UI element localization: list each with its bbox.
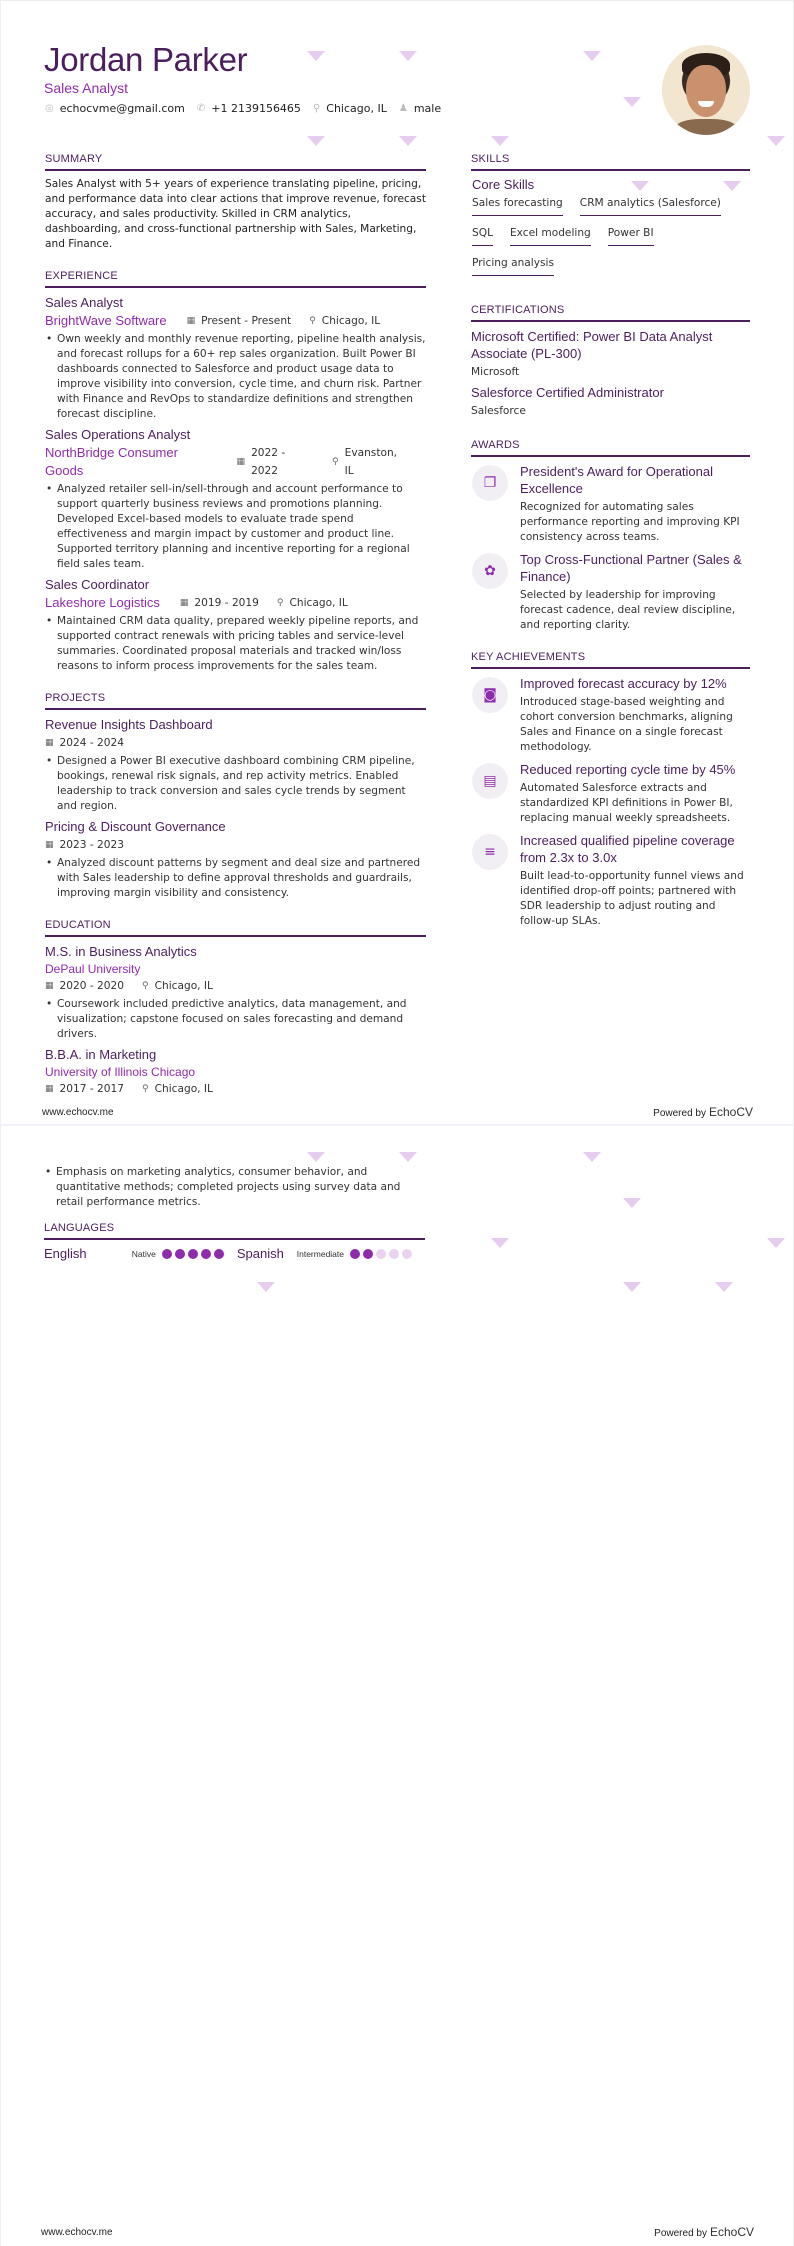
footer-powered-by: Powered by EchoCV [654,2225,754,2239]
calendar-icon: ▦ [179,598,189,608]
phone-value: +1 2139156465 [211,102,301,115]
footer-site-link[interactable]: www.echocv.me [42,1106,114,1118]
achievement-title: Increased qualified pipeline coverage from 2.3x to 3.0x [520,833,735,865]
page-footer [41,2225,754,2239]
calendar-icon: ▦ [45,981,54,991]
skill-tag: Excel modeling [510,226,591,246]
education-bullet: • Coursework included predictive analytics, data management, and visualization; capstone focused on sales forecasting and demand drivers. [45,997,426,1042]
languages-section [44,1222,425,1261]
location-icon: ⚲ [309,316,316,326]
person-icon: ♟ [398,103,408,114]
section-heading: CERTIFICATIONS [471,304,750,322]
project-title: Revenue Insights Dashboard [45,717,213,732]
right-column [471,153,750,947]
education-section [45,919,426,1098]
page-footer [42,1105,753,1119]
education-location: Chicago, IL [154,1083,213,1095]
page-2-left-column [44,1163,425,1279]
project-entry [45,818,426,901]
candidate-title: Sales Analyst [44,80,129,96]
summary-section [45,153,426,252]
school-name: DePaul University [45,962,141,976]
award-item [471,463,750,545]
skill-tag: Power BI [608,226,654,246]
section-heading: AWARDS [471,439,750,457]
job-location: Chicago, IL [321,315,381,327]
proficiency-dots [350,1249,415,1259]
experience-entry [45,426,426,572]
award-item [471,551,750,633]
skills-list [471,196,750,286]
decor-triangle [767,136,785,146]
clipboard-icon: ❐ [472,465,508,501]
achievements-section [471,651,750,929]
camera-icon: ◙ [472,677,508,713]
align-left-icon: ≡ [472,834,508,870]
achievement-title: Reduced reporting cycle time by 45% [520,762,736,777]
location-icon: ⚲ [142,981,149,991]
projects-section [45,692,426,901]
avatar [662,45,750,135]
experience-section [45,270,426,674]
section-heading: SKILLS [471,153,750,171]
company-name: NorthBridge Consumer Goods [45,445,178,478]
award-title: Top Cross-Functional Partner (Sales & Finance) [520,552,742,584]
language-name: English [44,1246,87,1261]
location-icon: ⚲ [276,598,284,608]
award-title: President's Award for Operational Excellence [520,464,714,496]
project-title: Pricing & Discount Governance [45,819,226,834]
decor-triangle [491,136,509,146]
decor-triangle [307,1152,325,1162]
section-heading: KEY ACHIEVEMENTS [471,651,750,669]
decor-triangle [257,1282,275,1292]
footer-powered-by: Powered by EchoCV [653,1105,753,1119]
certification-issuer: Microsoft [471,366,520,378]
certification-issuer: Salesforce [471,405,526,417]
education-entry [45,1046,426,1098]
decor-triangle [767,1238,785,1248]
at-icon: ◎ [45,103,54,114]
skill-tag: Pricing analysis [472,256,554,276]
experience-entry [45,576,426,674]
certifications-section [471,304,750,421]
achievement-description: Built lead-to-opportunity funnel views and identified drop-off points; partnered with SDR leadership to adjust routing and follow-up SLAs. [520,870,744,927]
certification-title: Salesforce Certified Administrator [471,385,664,400]
calendar-icon: ▦ [45,738,54,748]
section-heading: PROJECTS [45,692,426,710]
job-dates: 2019 - 2019 [194,597,259,609]
contact-list [45,102,453,115]
project-entry [45,716,426,814]
decor-triangle [715,1282,733,1292]
degree: B.B.A. in Marketing [45,1047,157,1062]
language-level: Native [131,1248,156,1259]
calendar-icon: ▦ [45,840,54,850]
location-icon: ⚲ [142,1084,149,1094]
contact-gender [399,102,441,115]
footer-brand[interactable]: EchoCV [708,1105,753,1119]
file-plus-icon: ▤ [472,763,508,799]
awards-section [471,439,750,633]
decor-triangle [623,1198,641,1208]
job-role: Sales Operations Analyst [45,427,191,442]
section-heading: EXPERIENCE [45,270,426,288]
company-name: BrightWave Software [45,313,167,328]
school-name: University of Illinois Chicago [45,1065,196,1079]
project-bullet: • Designed a Power BI executive dashboard combining CRM pipeline, bookings, renewal risk signals, and rep activity metrics. Enabled leadership to track conversion and sales cycle trends by segment and region. [45,754,426,814]
experience-entry [45,294,426,422]
language-name: Spanish [236,1246,284,1261]
decor-triangle [399,136,417,146]
job-bullet: • Analyzed retailer sell-in/sell-through and account performance to support quarterly business reviews and promotions planning. Developed Excel-based models to evaluate trade spend effectiveness and margin impact by customer and product line. Supported territory planning and incentive reporting for a regional field sales team. [45,482,426,572]
education-dates: 2020 - 2020 [59,980,124,992]
resume-page-2 [0,1124,794,2246]
degree: M.S. in Business Analytics [45,944,197,959]
job-location: Chicago, IL [289,597,348,609]
languages-list [44,1246,425,1261]
skill-tag: SQL [472,226,493,246]
location-icon: ⚲ [332,457,339,467]
achievement-description: Automated Salesforce extracts and standardized KPI definitions in Power BI, replacing manual weekly spreadsheets. [520,782,733,824]
project-dates: 2024 - 2024 [59,737,124,749]
decor-triangle [623,97,641,107]
contact-email[interactable] [45,102,185,115]
summary-text: Sales Analyst with 5+ years of experience translating pipeline, pricing, and performance data into clear actions that improve revenue, forecast accuracy, and sales productivity. Skilled in CRM analytics, dashboarding, and cross-functional partnership with Sales, Marketing, and Finance. [45,178,426,250]
decor-triangle [623,1282,641,1292]
decor-triangle [399,1152,417,1162]
decor-triangle [583,51,601,61]
left-column [45,153,426,1116]
decor-triangle [307,136,325,146]
job-role: Sales Coordinator [45,577,150,592]
company-name: Lakeshore Logistics [45,595,160,610]
achievement-title: Improved forecast accuracy by 12% [520,676,727,691]
calendar-icon: ▦ [186,316,196,326]
skills-section [471,153,750,286]
language-level: Intermediate [296,1248,344,1259]
achievement-item [471,675,750,755]
achievement-description: Introduced stage-based weighting and cohort conversion benchmarks, aligning Sales and Finance on a single forecast methodology. [520,696,733,753]
skills-group-title: Core Skills [472,177,535,192]
decor-triangle [307,51,325,61]
footer-site-link[interactable]: www.echocv.me [41,2226,113,2238]
decor-triangle [491,1238,509,1248]
section-heading: EDUCATION [45,919,426,937]
job-dates: 2022 - 2022 [251,447,286,477]
job-role: Sales Analyst [45,295,124,310]
education-location: Chicago, IL [154,980,213,992]
proficiency-dots [162,1249,227,1259]
skill-tag: CRM analytics (Salesforce) [580,196,721,216]
award-description: Selected by leadership for improving forecast cadence, deal review discipline, and reporting clarity. [520,589,736,631]
section-heading: LANGUAGES [44,1222,425,1240]
contact-location [313,102,387,115]
section-heading: SUMMARY [45,153,426,171]
job-location: Evanston, IL [344,447,398,477]
education-entry [45,943,426,1042]
award-description: Recognized for automating sales performance reporting and improving KPI consistency across teams. [520,501,740,543]
calendar-icon: ▦ [236,457,246,467]
phone-icon: ✆ [196,103,206,114]
job-bullet: • Maintained CRM data quality, prepared weekly pipeline reports, and supported contract renewals with pricing tables and service-level summaries. Coordinated proposal materials and tracked win/loss reasons to inform process improvements for the sales team. [45,614,426,674]
contact-phone[interactable] [197,102,301,115]
gender-value: male [413,102,442,115]
decor-triangle [399,51,417,61]
location-value: Chicago, IL [326,102,387,115]
achievement-item [471,832,750,929]
achievement-item [471,761,750,826]
decor-triangle [583,1152,601,1162]
education-dates: 2017 - 2017 [59,1083,124,1095]
project-bullet: • Analyzed discount patterns by segment and deal size and partnered with Sales leadership to define approval thresholds and guardrails, improving margin visibility and consistency. [45,856,426,901]
footer-brand[interactable]: EchoCV [709,2225,754,2239]
candidate-name: Jordan Parker [44,41,248,78]
skill-tag: Sales forecasting [472,196,563,216]
project-dates: 2023 - 2023 [59,839,124,851]
job-bullet: • Own weekly and monthly revenue reporting, pipeline health analysis, and forecast rollups for a 60+ rep sales organization. Built Power BI dashboards connected to Salesforce and product usage data to improve visibility into conversion, cycle time, and churn risk. Partner with Finance and RevOps to standardize definitions and strengthen forecast discipline. [45,332,426,422]
gear-icon: ✿ [472,553,508,589]
education-bullet: • Emphasis on marketing analytics, consumer behavior, and quantitative methods; completed projects using survey data and retail performance metrics. [44,1165,425,1210]
location-icon: ⚲ [312,103,321,114]
calendar-icon: ▦ [45,1084,54,1094]
certification-title: Microsoft Certified: Power BI Data Analyst Associate (PL-300) [471,329,713,361]
email-value: echocvme@gmail.com [59,102,185,115]
job-dates: Present - Present [201,315,292,327]
